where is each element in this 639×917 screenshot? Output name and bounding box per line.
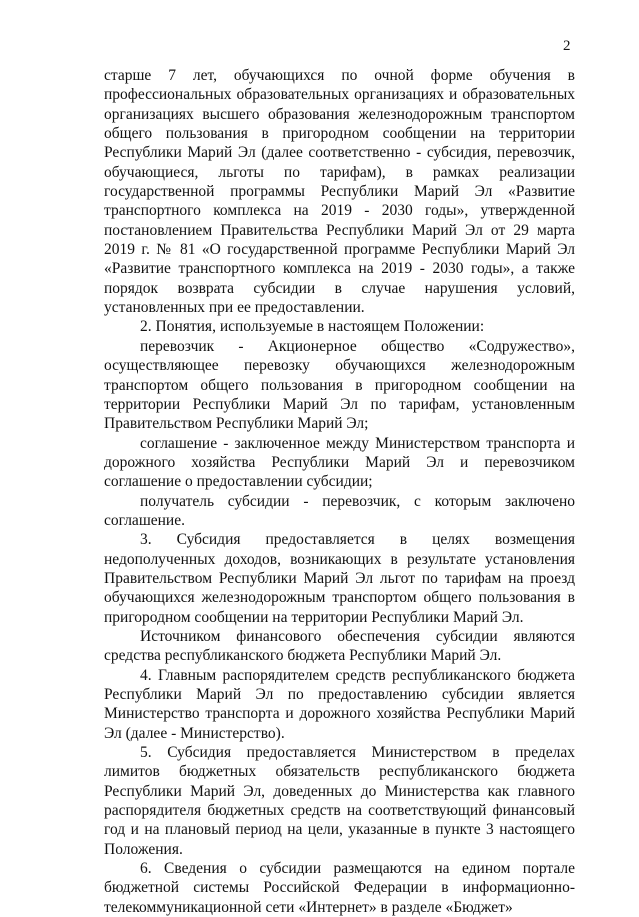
paragraph-3-subsidy-goal: 3. Субсидия предоставляется в целях возмещения недополученных доходов, возникающих в результате установления Правительством Республики Марий Эл льгот по тарифам на проезд обучающихся железнодорожным транспортом общего пользования в пригородном сообщении на территории Республики Марий Эл. — [104, 531, 575, 626]
paragraph-definition-carrier: перевозчик - Акционерное общество «Содружество», осуществляющее перевозку обучающихся железнодорожным транспортом общего пользования в пригородном сообщении на территории Республики Марий Эл по тарифам, установленным Правительством Республики Марий Эл; — [104, 337, 575, 433]
paragraph-subsidy-purpose-continued: старше 7 лет, обучающихся по очной форме обучения в профессиональных образовательных организациях и образовательных организациях высшего образования железнодорожным транспортом общего пользования в пригородном сообщении на территории Республики Марий Эл (далее соответственно - субсидия, перевозчик, обучающиеся, льготы по тарифам), в рамках реализации государственной программы Республики Марий Эл «Развитие транспортного комплекса на 2019 - 2030 годы», утвержденной постановлением Правительства Республики Марий Эл от 29 марта 2019 г. № 81 «О государственной программе Республики Марий Эл «Развитие транспортного комплекса на 2019 - 2030 годы», а также порядок возврата субсидии в случае нарушения условий, установленных при ее предоставлении. — [104, 67, 575, 317]
paragraph-funding-source: Источником финансового обеспечения субсидии являются средства республиканского бюджета Республики Марий Эл. — [104, 627, 575, 665]
paragraph-definition-recipient: получатель субсидии - перевозчик, с которым заключено соглашение. — [104, 492, 575, 529]
page-number: 2 — [563, 38, 571, 54]
paragraph-4-chief-administrator: 4. Главным распорядителем средств республиканского бюджета Республики Марий Эл по предоставлению субсидии является Министерство транспорта и дорожного хозяйства Республики Марий Эл (далее - Министерство). — [104, 666, 575, 742]
paragraph-definition-agreement: соглашение - заключенное между Министерством транспорта и дорожного хозяйства Республики Марий Эл и перевозчиком соглашение о предоставлении субсидии; — [104, 434, 575, 491]
paragraph-6-subsidy-info: 6. Сведения о субсидии размещаются на едином портале бюджетной системы Российской Федерации в информационно-телекоммуникационной сети «Интернет» в разделе «Бюджет» — [104, 860, 575, 916]
paragraph-5-subsidy-limits: 5. Субсидия предоставляется Министерством в пределах лимитов бюджетных обязательств республиканского бюджета Республики Марий Эл, доведенных до Министерства как главного распорядителя бюджетных средств на соответствующий финансовый год и на плановый период на цели, указанные в пункте 3 настоящего Положения. — [104, 744, 575, 858]
paragraph-2-definitions-heading: 2. Понятия, используемые в настоящем Положении: — [140, 318, 485, 336]
document-body — [104, 66, 575, 917]
